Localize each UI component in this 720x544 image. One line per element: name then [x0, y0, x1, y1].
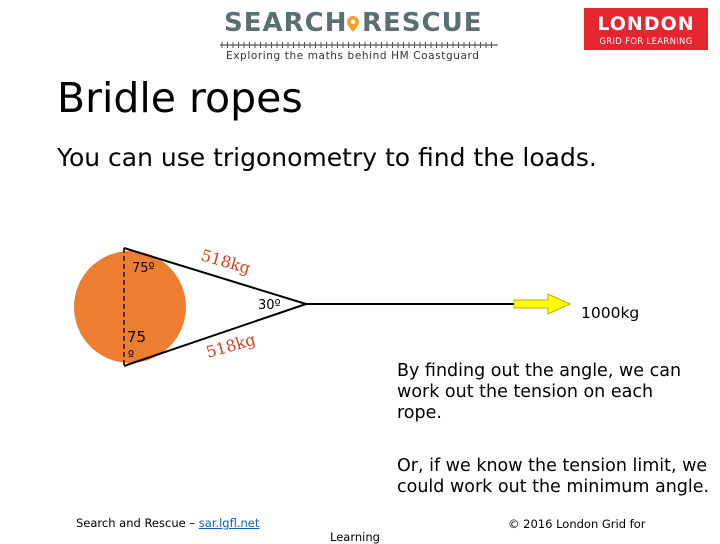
location-pin-icon: [347, 16, 359, 32]
logo-word-search: SEARCH: [224, 8, 348, 38]
logo-tagline: Exploring the maths behind HM Coastguard: [226, 50, 480, 62]
search-and-rescue-logo: [220, 8, 500, 64]
alternative-paragraph: Or, if we know the tension limit, we could work out the minimum angle.: [397, 456, 710, 497]
tow-force-arrow-icon: [514, 294, 570, 314]
london-grid-for-learning-logo: [584, 8, 708, 50]
bridle-angle-label: 30º: [258, 298, 281, 313]
lower-angle-label: 75: [127, 328, 147, 346]
slide-title: Bridle ropes: [57, 74, 303, 122]
footer-site-link[interactable]: sar.lgfl.net: [198, 516, 260, 530]
lower-angle-degree: º: [128, 349, 135, 364]
buoy-disc: [74, 251, 186, 363]
slide-subtitle: You can use trigonometry to find the loads.: [57, 143, 597, 172]
logo-ruler-line: [220, 42, 498, 48]
footer-copyright: © 2016 London Grid for: [508, 517, 646, 531]
footer-copyright-continued: Learning: [330, 530, 380, 544]
tow-load-label: 1000kg: [581, 304, 640, 322]
explanation-paragraph: By finding out the angle, we can work out the tension on each rope.: [397, 361, 682, 423]
lower-rope-load-label: 518kg: [203, 329, 258, 362]
logo-title: LONDON: [597, 13, 695, 35]
upper-rope-load-label: 518kg: [198, 245, 253, 278]
logo-word-rescue: RESCUE: [362, 8, 483, 38]
footer-credit-text: Search and Rescue –: [76, 516, 199, 530]
logo-subtitle: GRID FOR LEARNING: [599, 37, 693, 47]
bridle-rope-diagram: [0, 210, 720, 380]
footer-credit: [76, 516, 259, 530]
upper-angle-label: 75º: [132, 261, 155, 276]
